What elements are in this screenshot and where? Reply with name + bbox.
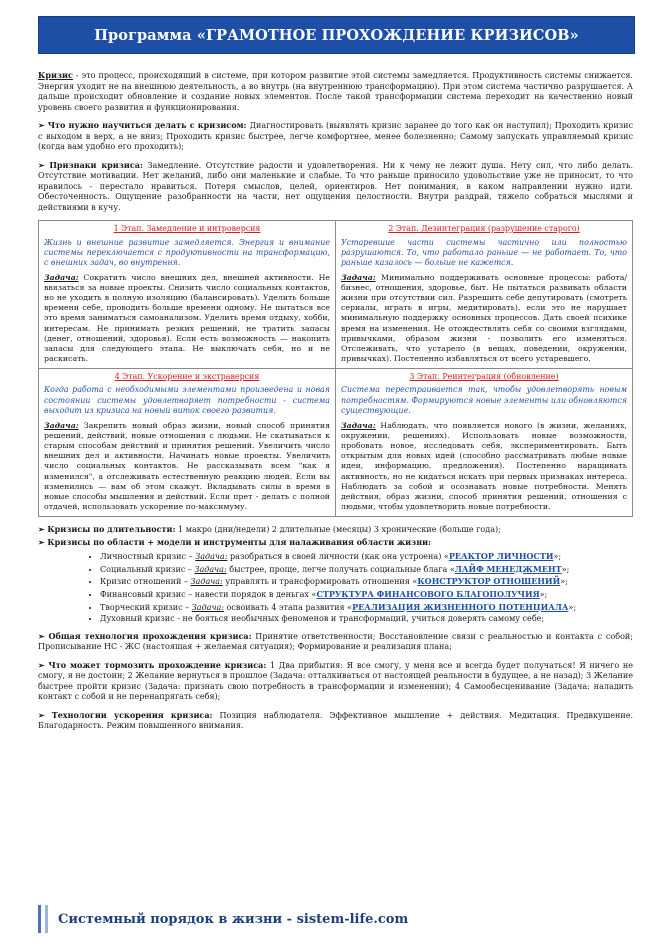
- learn-label: Что нужно научиться делать с кризисом:: [47, 120, 247, 130]
- area-text: Творческий кризис –: [100, 602, 192, 612]
- crisis-term: Кризис: [38, 70, 73, 80]
- document-body: [38, 70, 633, 739]
- list-item: [100, 602, 633, 614]
- technology-text: Принятие ответственности; Восстановление связи с реальностью и контакта с собой; Прописывание НС - ЖС (настоящая + желаемая ситуация); Формирование и реализация плана;: [38, 631, 633, 652]
- task-label: Задача:: [195, 551, 228, 561]
- area-text: »;: [568, 602, 577, 612]
- area-text: разобраться в своей личности (как она устроена) «: [227, 551, 449, 561]
- arrow-bullet-icon: ➢: [38, 630, 45, 641]
- list-item: [100, 551, 633, 563]
- reactor-link[interactable]: РЕАКТОР ЛИЧНОСТИ: [448, 550, 554, 561]
- stage-intro: Когда работа с необходимыми элементами произведена и новая состоянии системы удовлетворяет потребности - система выходит из кризиса на новый виток своего развития.: [44, 385, 330, 415]
- duration-section: [38, 524, 633, 536]
- task-label: Задача:: [341, 273, 376, 283]
- area-text: »;: [560, 577, 568, 587]
- stage-cell: [336, 221, 633, 369]
- arrow-bullet-icon: ➢: [38, 537, 45, 548]
- area-text: освоивать 4 этапа развития «: [223, 602, 353, 612]
- area-text: Социальный кризис –: [100, 564, 195, 574]
- list-item: [100, 614, 633, 625]
- acceleration-text: Позиция наблюдателя. Эффективное мышление + действия. Медитация. Предвкушение. Благодарность. Режим повышенного внимания.: [38, 710, 634, 731]
- signs-label: Признаки кризиса:: [49, 159, 143, 170]
- technology-label: Общая технология прохождения кризиса:: [48, 630, 252, 641]
- task-label: Задача:: [194, 564, 227, 574]
- technology-section: [38, 631, 633, 653]
- area-text: »;: [539, 589, 548, 599]
- relations-link[interactable]: КОНСТРУКТОР ОТНОШЕНИЙ: [417, 576, 561, 587]
- task-label: Задача:: [44, 273, 79, 283]
- task-text: Наблюдать, что появляется нового (в жизни, желаниях, окружении, решениях). Использовать новые возможности, пробовать новое, исследовать себя, экспериментировать. Быть открытым для новых идей (способно рассматривать любые новые идеи, информацию, предложения). Постепенно наращивать активность, но не кидаться искать при первых признаках интереса. Наблюдать за собой и осознавать новые потребности. Менять действия, образ жизни, способ принятия решений, отношения с людьми, чтобы удовлетворить новые потребности.: [341, 421, 627, 511]
- potential-link[interactable]: РЕАЛИЗАЦИЯ ЖИЗНЕННОГО ПОТЕНЦИАЛА: [352, 601, 569, 612]
- footer-bar-decoration: [45, 905, 48, 933]
- stage-cell: [39, 221, 336, 369]
- area-text: Кризис отношений –: [100, 577, 191, 587]
- stage-task: [341, 421, 627, 512]
- area-text: управлять и трансформировать отношения «: [222, 577, 418, 587]
- stage-task: [44, 273, 330, 364]
- areas-section: [38, 537, 633, 549]
- stage-intro: Система перестраивается так, чтобы удовлетворять новым потребностям. Формируются новые элементы или обновляются существующие.: [341, 385, 627, 415]
- stage-title: 4 Этап. Ускорение и экстраверсия: [114, 371, 260, 381]
- footer-bar-decoration: [38, 905, 41, 933]
- area-text: Финансовый кризис – навести порядок в деньгах «: [100, 589, 317, 599]
- list-item: [100, 564, 633, 576]
- arrow-bullet-icon: ➢: [38, 523, 45, 534]
- stage-title: 2 Этап. Дезинтеграция (разрушение старого): [388, 224, 580, 233]
- task-label: Задача:: [190, 577, 223, 587]
- stage-cell: [39, 368, 336, 516]
- task-text: Сократить число внешних дел, внешней активности. Не ввязаться за новые проекты. Снизить число социальных контактов, но не уходить в полную изоляцию (балансировать). Уделить больше времени себе, проводить больше времени одному. Не пытаться все это время заниматься самоанализом. Уделить время отдыху, хобби, интересам. Не принимать резких решений, не тратить запасы (денег, отношений, здоровья). Если есть возможность — накопить запасы для следующего этапа. Не выключать себя, но и не раскисать.: [44, 273, 330, 363]
- areas-list: [38, 551, 633, 625]
- crisis-definition: [38, 70, 633, 113]
- stage-cell: [336, 368, 633, 516]
- area-text: »;: [553, 551, 562, 561]
- crisis-definition-text: - это процесс, происходящий в системе, при котором развитие этой системы замедляется. Продуктивность системы снижается. Энергия уходит не на внешнюю деятельность, а во внутрь (на внутреннюю трансформацию). При этом система частично разрушается. А дальше происходит обновление и создание новых элементов. После такой трансформации система переходит на качественно новый уровень своего развития и функционирования.: [38, 71, 633, 112]
- slowdown-label: Что может тормозить прохождение кризиса:: [48, 659, 267, 670]
- task-label: Задача:: [341, 421, 376, 431]
- stages-table: [38, 220, 633, 517]
- life-management-link[interactable]: ЛАЙФ МЕНЕДЖМЕНТ: [454, 563, 562, 574]
- list-item: [100, 576, 633, 588]
- duration-label: Кризисы по длительности:: [47, 523, 176, 534]
- area-text: быстрее, проще, легче получать социальные блага «: [226, 564, 455, 574]
- signs-section: [38, 160, 633, 214]
- stage-task: [44, 421, 330, 512]
- arrow-bullet-icon: ➢: [38, 159, 45, 170]
- acceleration-section: [38, 710, 633, 732]
- stage-task: [341, 273, 627, 364]
- finance-link[interactable]: СТРУКТУРА ФИНАНСОВОГО БЛАГОПОЛУЧИЯ: [316, 588, 540, 599]
- task-text: Закрепить новый образ жизни, новый способ принятия решений, действий, новые отношения с людьми. Не скатываться к старым способам действий и принятия решений. Увеличить число внешних дел и активности. Начинать новые проекты. Увеличить число социальных контактов. Не рассказывать всем "как я изменился", а отслеживать естественную реакцию людей. Если вы изменились — вам об этом скажут. Вкладывать силы в время в новые способы мышления и действий. Если прет - делать с полной отдачей, использовать ускорение по-максимуму.: [44, 421, 330, 511]
- stage-intro: Устаревшие части системы частично или полностью разрушаются. То, что работало раньше — не работает. То, что раньше казалось — больше не кажется.: [341, 237, 627, 267]
- page-header: [38, 16, 635, 54]
- list-item: [100, 589, 633, 601]
- learn-section: [38, 120, 633, 153]
- areas-label: Кризисы по области + модели и инструменты для налаживания области жизни:: [47, 537, 432, 548]
- page-footer: [38, 904, 408, 934]
- area-text: Духовный кризис - не бояться необычных феноменов и трансформаций, учиться доверять самому себе;: [100, 614, 545, 624]
- slowdown-section: [38, 660, 633, 703]
- task-label: Задача:: [191, 602, 224, 612]
- signs-text: Замедление. Отсутствие радости и удовлетворения. Ни к чему не лежит душа. Нету сил, что либо делать. Отсутствие мотивации. Нет желаний, либо они маленькие и слабые. То что раньше приносило удовольствие уже не приносит, то что нравилось - перестало нравиться. Потеря смыслов, целей, ориентиров. Нет понимания, в каком направлении нужно идти. Обесточенность. Ощущение разобранности на части, нет ощущения целостности. Внутри раздрай, тяжело собраться мыслями и действиями в кучу.: [38, 160, 633, 212]
- stage-title: 3 Этап. Реинтеграция (обновление): [409, 371, 559, 381]
- task-label: Задача:: [44, 421, 79, 431]
- stage-title: 1 Этап. Замедление и интроверсия: [113, 224, 261, 233]
- task-text: Минимально поддерживать основные процессы: работа/бизнес, отношения, здоровье, быт. Не пытаться развивать области жизни при отсутствии сил. Разрешить себе депутировать (смотреть сериалы, играть в игры, медитировать), если это не нарушает минимальную поддержку основных процессов. Дать своей психике время на изменения. Не отождествлять себя со своими взглядами, привычками, образом жизни - позволить его изменяться. Отслеживать, что устарело (в вещах, поведении, окружении, привычках). Постепенно избавляться от всего устаревшего.: [341, 273, 627, 363]
- stage-intro: Жизнь и внешние развитие замедляется. Энергия и внимание системы переключается с продуктивности на трансформацию, с внешних задач, во внутрення.: [44, 237, 330, 267]
- page-title: Программа «ГРАМОТНОЕ ПРОХОЖДЕНИЕ КРИЗИСОВ»: [94, 26, 579, 44]
- learn-text: Диагностировать (выявлять кризис заранее до того как он наступил); Проходить кризис с выходом в верх, а не вниз; Проходить кризис быстрее, легче комфортнее, менее болезненно; Самому запускать управляемый кризис (когда вам удобно его проходить);: [38, 121, 633, 151]
- area-text: Личностный кризис –: [100, 551, 196, 561]
- duration-text: 1 макро (дни/недели) 2 длительные (месяцы) 3 хронические (больше года);: [175, 524, 501, 534]
- footer-text[interactable]: Системный порядок в жизни - sistem-life.com: [58, 911, 409, 927]
- arrow-bullet-icon: ➢: [38, 659, 45, 670]
- area-text: »;: [561, 564, 570, 574]
- arrow-bullet-icon: ➢: [38, 709, 45, 720]
- slowdown-text: 1 Два прибытия: Я все смогу, у меня все и всегда будет получаться! Я ничего не смогу, я не достоин; 2 Желание вернуться в прошлое (Задача: отталкиваться от настоящей реальности в будущее, а не назад); 3 Желание быстрее пройти кризис (Задача: признать свою потребность в трансформации и изменении); 4 Самообесценивание (Задача: наладить контакт с собой и не перенапрягать себя);: [38, 660, 634, 702]
- acceleration-label: Технологии ускорения кризиса:: [51, 709, 213, 720]
- arrow-bullet-icon: ➢: [38, 120, 45, 130]
